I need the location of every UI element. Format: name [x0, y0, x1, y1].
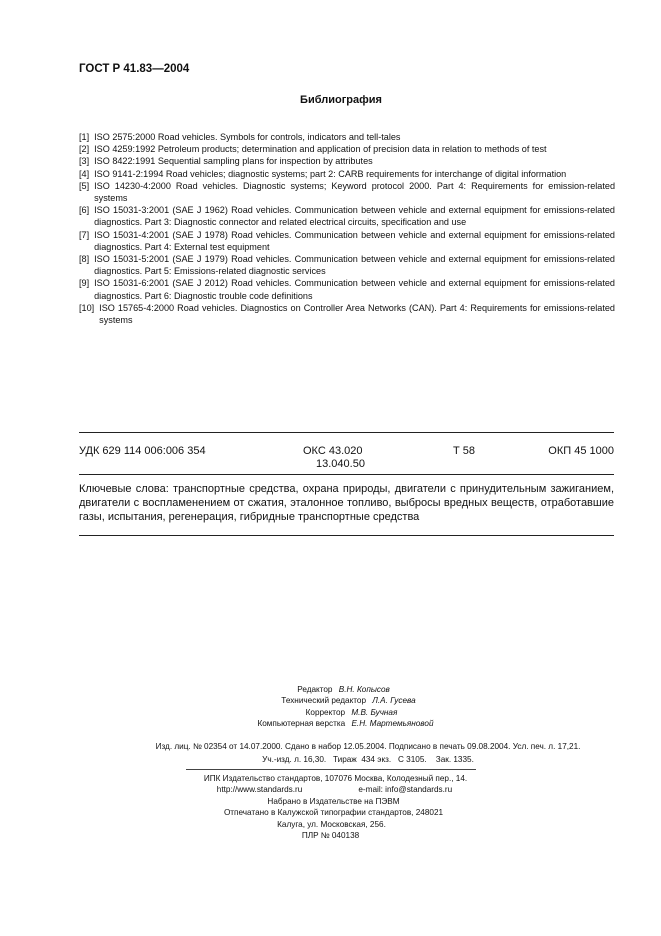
credit-layout	[0, 718, 661, 729]
okp-code: ОКП 45 1000	[548, 445, 614, 457]
credit-tech-editor-label: Технический редактор	[281, 696, 367, 706]
divider-bottom	[79, 535, 614, 536]
reference-number: [1]	[79, 132, 90, 142]
credit-editor-label: Редактор	[297, 685, 333, 694]
footer-printed: Отпечатано в Калужской типографии стандартов, 248021	[223, 808, 444, 818]
footer-contacts	[0, 784, 661, 795]
oks-code-secondary: 13.040.50	[316, 458, 365, 470]
reference-item	[79, 155, 615, 167]
udk-code: УДК 629 114 006:006 354	[79, 445, 206, 457]
credit-tech-editor	[0, 695, 661, 706]
reference-number: [5]	[79, 180, 90, 191]
credit-editor	[0, 684, 661, 695]
reference-text: ISO 15031-3:2001 (SAE J 1962) Road vehicles. Communication between vehicle and external equipment for emissions-related diagnostics. Part 3: Diagnostic connector and related electrical circuits, specification and use	[94, 205, 615, 228]
reference-item	[79, 253, 615, 277]
credit-corrector-label: Корректор	[305, 707, 346, 717]
oks-code: ОКС 43.020	[303, 445, 363, 457]
reference-number: [10]	[79, 302, 95, 313]
credit-editor-name: В.Н. Копысов	[338, 685, 390, 694]
reference-number: [2]	[79, 144, 90, 155]
publication-line-2: Уч.-изд. л. 16,30. Тираж 434 экз. С 3105. Зак. 1335.	[262, 754, 474, 764]
reference-item	[79, 302, 615, 326]
credit-tech-editor-name: Л.А. Гусева	[372, 696, 416, 706]
reference-text: ISO 15031-6:2001 (SAE J 2012) Road vehicles. Communication between vehicle and external equipment for emissions-related diagnostics. Part 6: Diagnostic trouble code definitions	[94, 278, 615, 301]
reference-item	[79, 229, 615, 253]
credit-layout-label: Компьютерная верстка	[257, 719, 346, 729]
reference-list	[79, 131, 615, 326]
reference-item	[79, 204, 615, 228]
reference-text: ISO 4259:1992 Petroleum products; determination and application of precision data in relation to methods of test	[94, 144, 547, 155]
footer-city: Калуга, ул. Московская, 256.	[277, 819, 386, 829]
reference-item	[79, 131, 615, 143]
reference-item	[79, 180, 615, 204]
reference-number: [6]	[79, 205, 90, 216]
reference-item	[79, 277, 615, 301]
reference-text: ISO 15031-4:2001 (SAE J 1978) Road vehicles. Communication between vehicle and external equipment for emissions-related diagnostics. Part 4: External test equipment	[94, 229, 615, 252]
reference-text: ISO 2575:2000 Road vehicles. Symbols for controls, indicators and tell-tales	[94, 132, 401, 142]
footer-email[interactable]: e-mail: info@standards.ru	[358, 785, 453, 795]
publication-line-1: Изд. лиц. № 02354 от 14.07.2000. Сдано в набор 12.05.2004. Подписано в печать 09.08.2004. Усл. печ. л. 17,21.	[155, 742, 581, 751]
publication-info	[88, 741, 648, 766]
reference-number: [9]	[79, 278, 90, 289]
bibliography-title: Библиография	[300, 94, 382, 106]
footer-license: ПЛР № 040138	[301, 831, 360, 841]
reference-number: [8]	[79, 254, 90, 265]
footer-website[interactable]: http://www.standards.ru	[216, 785, 303, 795]
reference-text: ISO 8422:1991 Sequential sampling plans for inspection by attributes	[94, 156, 373, 167]
t-code: Т 58	[453, 445, 476, 457]
divider-footer	[186, 769, 476, 770]
reference-text: ISO 15765-4:2000 Road vehicles. Diagnostics on Controller Area Networks (CAN). Part 4: Requirements for emissions-related systems	[99, 302, 615, 326]
reference-text: ISO 14230-4:2000 Road vehicles. Diagnostic systems; Keyword protocol 2000. Part 4: Requirements for emission-related systems	[94, 180, 615, 204]
reference-item	[79, 143, 615, 155]
footer-typeset: Набрано в Издательстве на ПЭВМ	[267, 796, 400, 806]
credit-corrector	[0, 707, 661, 718]
credit-corrector-name: М.В. Бучная	[351, 707, 398, 717]
document-code: ГОСТ Р 41.83—2004	[79, 63, 190, 75]
reference-number: [4]	[79, 168, 90, 179]
reference-text: ISO 9141-2:1994 Road vehicles; diagnostic systems; part 2: CARB requirements for interchange of digital information	[94, 168, 567, 179]
divider-top	[79, 432, 614, 433]
credit-layout-name: Е.Н. Мартемьяновой	[351, 719, 434, 729]
reference-text: ISO 15031-5:2001 (SAE J 1979) Road vehicles. Communication between vehicle and external equipment for emissions-related diagnostics. Part 5: Emissions-related diagnostic services	[94, 254, 615, 277]
reference-number: [3]	[79, 156, 90, 167]
reference-item	[79, 168, 615, 180]
keywords-paragraph: Ключевые слова: транспортные средства, охрана природы, двигатели с принудительным зажиганием, двигатели с воспламенением от сжатия, эталонное топливо, выбросы вредных веществ, отработавшие газы, испытания, регенерация, гибридные транспортные средства	[79, 483, 614, 523]
publisher-footer	[0, 773, 661, 841]
reference-number: [7]	[79, 229, 90, 240]
credits-block	[0, 684, 661, 730]
footer-address: ИПК Издательство стандартов, 107076 Москва, Колодезный пер., 14.	[203, 774, 468, 783]
divider-middle	[79, 474, 614, 475]
